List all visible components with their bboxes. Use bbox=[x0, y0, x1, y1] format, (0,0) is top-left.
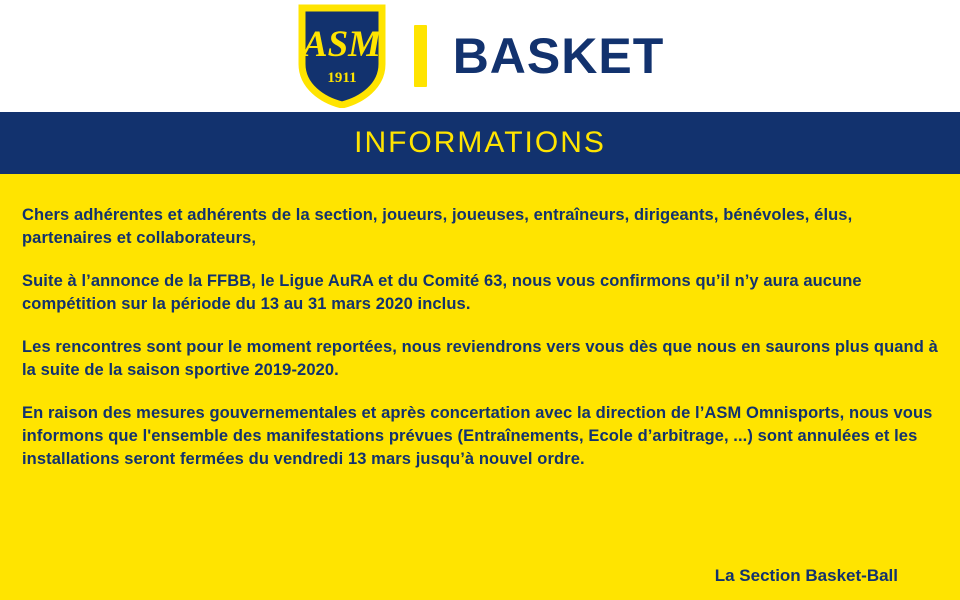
paragraph: Suite à l’annonce de la FFBB, le Ligue AuRA et du Comité 63, nous vous confirmons qu’il n’y aura aucune compétition sur la période du 13 au 31 mars 2020 inclus. bbox=[22, 271, 862, 314]
header-band bbox=[0, 0, 960, 112]
paragraph: Chers adhérentes et adhérents de la section, joueurs, joueuses, entraîneurs, dirigeants, bénévoles, élus, partenaires et collaborateurs, bbox=[22, 206, 853, 248]
header-inner bbox=[296, 4, 665, 108]
body-content bbox=[0, 174, 960, 600]
svg-text:1911: 1911 bbox=[327, 70, 357, 86]
paragraph: Les rencontres sont pour le moment reportées, nous reviendrons vers vous dès que nous en saurons plus quand à la suite de la saison sportive 2019-2020. bbox=[22, 337, 938, 380]
vertical-divider-icon bbox=[414, 25, 427, 87]
page-title: INFORMATIONS bbox=[354, 126, 606, 159]
paragraph: En raison des mesures gouvernementales et après concertation avec la direction de l’ASM Omnisports, nous vous informons que l'ensemble des manifestations prévues (Entraînements, Ecole d’arbitrage, ...) sont annulées et les installations seront fermées du vendredi 13 mars jusqu’à nouvel ordre. bbox=[22, 403, 933, 469]
svg-text:ASM: ASM bbox=[302, 24, 381, 65]
brand-title: BASKET bbox=[452, 28, 665, 84]
title-band bbox=[0, 112, 960, 174]
asm-crest-icon bbox=[296, 4, 388, 108]
signature: La Section Basket-Ball bbox=[714, 566, 898, 585]
